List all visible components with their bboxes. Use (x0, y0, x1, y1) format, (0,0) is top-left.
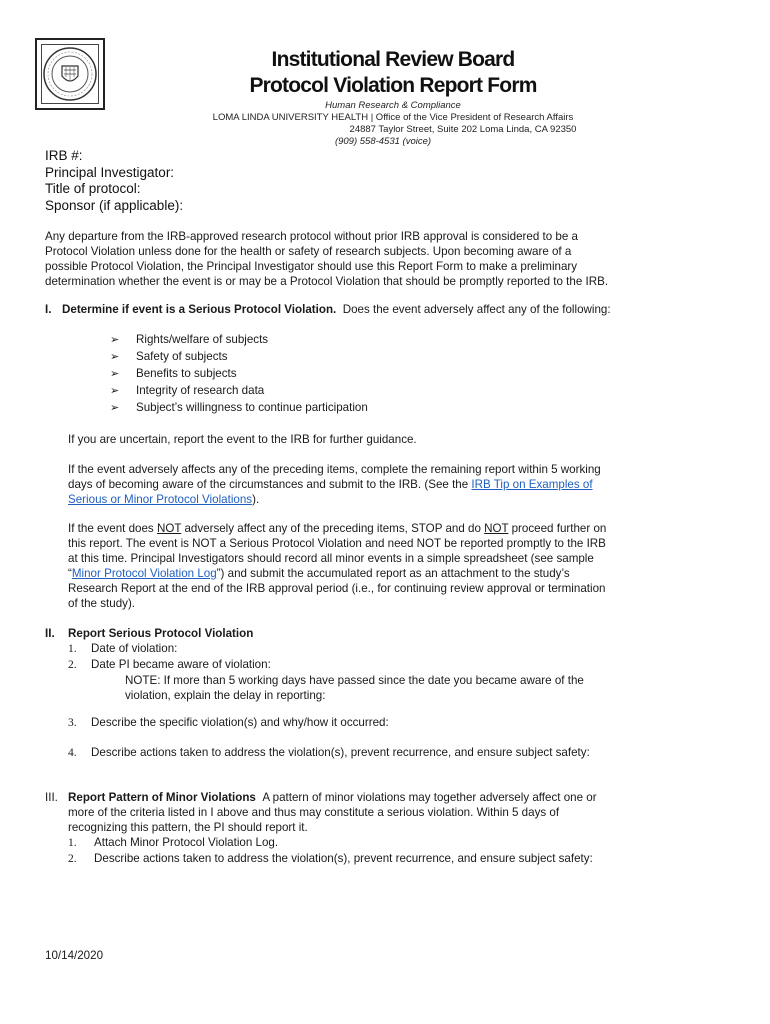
section-1-question: Does the event adversely affect any of the following: (342, 303, 611, 316)
section-3-title: Report Pattern of Minor Violations (68, 791, 256, 804)
list-item (68, 641, 658, 657)
irb-number-label: IRB #: (45, 148, 83, 163)
text-span: If the event does (68, 522, 157, 535)
not-adverse-line: this report. The event is NOT a Serious Protocol Violation and need NOT be reported promptly to the IRB (68, 537, 606, 550)
sponsor-label: Sponsor (if applicable): (45, 198, 184, 213)
not-adverse-line (68, 566, 658, 581)
section-2-heading (45, 626, 665, 641)
irb-tip-link-continued[interactable]: Serious or Minor Protocol Violations (68, 493, 253, 506)
section-2-title: Report Serious Protocol Violation (68, 627, 254, 640)
list-item (68, 657, 658, 673)
list-number: 1. (68, 837, 77, 849)
bullet-text: Subject’s willingness to continue participation (136, 401, 368, 414)
uncertain-note: If you are uncertain, report the event to the IRB for further guidance. (68, 433, 417, 446)
not-adverse-line: Research Report at the end of the IRB approval period (i.e., for continuing review approval or termination (68, 582, 606, 595)
university-seal-logo (35, 38, 105, 110)
organization-name: LOMA LINDA UNIVERSITY HEALTH | Office of the Vice President of Research Affairs (212, 112, 574, 123)
adverse-line (68, 477, 658, 492)
bullet-item (110, 348, 228, 365)
section-1-numeral: I. (45, 303, 52, 316)
not-adverse-line (68, 521, 658, 536)
list-number: 1. (68, 643, 77, 655)
note-line: violation, explain the delay in reporting: (125, 689, 326, 702)
intro-line: determination whether the event is or may be a Protocol Violation that should be promptly reported to the IRB. (45, 275, 609, 288)
adverse-line (68, 492, 658, 507)
section-3-block (45, 790, 665, 867)
list-text: Describe actions taken to address the violation(s), prevent recurrence, and ensure subject safety: (94, 852, 593, 865)
form-title-line2: Protocol Violation Report Form (249, 74, 537, 97)
arrow-bullet-icon: ➢ (110, 334, 120, 346)
office-phone: (909) 558-4531 (voice) (334, 136, 432, 147)
text-span: ”) and submit the accumulated report as an attachment to the study’s (216, 567, 570, 580)
minor-violation-log-link[interactable]: Minor Protocol Violation Log (71, 567, 217, 580)
list-item (68, 745, 658, 761)
bullet-item (110, 331, 268, 348)
note-line: NOTE: If more than 5 working days have passed since the date you became aware of the (125, 674, 584, 687)
not-adverse-instructions (68, 521, 658, 611)
list-number: 3. (68, 717, 77, 729)
intro-line: Any departure from the IRB-approved research protocol without prior IRB approval is considered to be a (45, 230, 578, 243)
list-text: Describe actions taken to address the violation(s), prevent recurrence, and ensure subject safety: (91, 746, 590, 759)
intro-line: possible Protocol Violation, the Principal Investigator should use this Report Form to make a preliminary (45, 260, 578, 273)
intro-line: Protocol Violation unless done for the health or safety of research subjects. Upon becoming aware of a (45, 245, 572, 258)
not-emphasis: NOT (484, 522, 509, 535)
text-span: proceed further on (508, 522, 607, 535)
department-name: Human Research & Compliance (325, 100, 461, 111)
list-text: Date of violation: (91, 642, 178, 655)
section-2-numeral: II. (45, 627, 55, 640)
arrow-bullet-icon: ➢ (110, 402, 120, 414)
seal-emblem-icon (42, 46, 98, 102)
list-number: 2. (68, 659, 77, 671)
arrow-bullet-icon: ➢ (110, 385, 120, 397)
bullet-text: Safety of subjects (136, 350, 228, 363)
bullet-item (110, 382, 264, 399)
revision-date: 10/14/2020 (45, 949, 104, 962)
section-3-line: more of the criteria listed in I above and thus may constitute a serious violation. Within 5 days of (68, 806, 560, 819)
bullet-item (110, 399, 368, 416)
text-span: “ (68, 567, 72, 580)
section-2-list (68, 641, 658, 703)
adverse-text: ). (252, 493, 260, 506)
not-adverse-line: of the study). (68, 597, 136, 610)
form-title-line1: Institutional Review Board (271, 48, 515, 71)
list-text: Attach Minor Protocol Violation Log. (94, 836, 279, 849)
arrow-bullet-icon: ➢ (110, 368, 120, 380)
list-text: Describe the specific violation(s) and why/how it occurred: (91, 716, 389, 729)
section-3-numeral: III. (45, 791, 58, 804)
section-3-text: A pattern of minor violations may together adversely affect one or (262, 791, 597, 804)
section-3-heading (45, 790, 665, 805)
list-item (68, 715, 658, 731)
irb-tip-link[interactable]: IRB Tip on Examples of (471, 478, 593, 491)
principal-investigator-label: Principal Investigator: (45, 165, 175, 180)
adverse-text: days of becoming aware of the circumstances and submit to the IRB. (See the (68, 478, 472, 491)
list-number: 2. (68, 853, 77, 865)
bullet-text: Benefits to subjects (136, 367, 237, 380)
list-item (45, 835, 665, 851)
intro-paragraph (45, 229, 665, 289)
section-1-title: Determine if event is a Serious Protocol Violation. (62, 303, 337, 316)
bullet-text: Rights/welfare of subjects (136, 333, 269, 346)
arrow-bullet-icon: ➢ (110, 351, 120, 363)
adverse-line: If the event adversely affects any of the preceding items, complete the remaining report within 5 working (68, 463, 601, 476)
list-number: 4. (68, 747, 77, 759)
text-span: adversely affect any of the preceding items, STOP and do (181, 522, 485, 535)
not-adverse-line: at this time. Principal Investigators should record all minor events in a simple spreadsheet (see sample (68, 552, 594, 565)
list-text: Date PI became aware of violation: (91, 658, 271, 671)
adverse-instructions (68, 462, 658, 507)
bullet-text: Integrity of research data (136, 384, 265, 397)
not-emphasis: NOT (156, 522, 182, 535)
protocol-title-label: Title of protocol: (45, 181, 141, 196)
bullet-item (110, 365, 237, 382)
section-3-line: recognizing this pattern, the PI should report it. (68, 821, 308, 834)
office-address: 24887 Taylor Street, Suite 202 Loma Linda, CA 92350 (349, 124, 577, 135)
section-1-heading (45, 302, 665, 317)
list-item (45, 851, 665, 867)
